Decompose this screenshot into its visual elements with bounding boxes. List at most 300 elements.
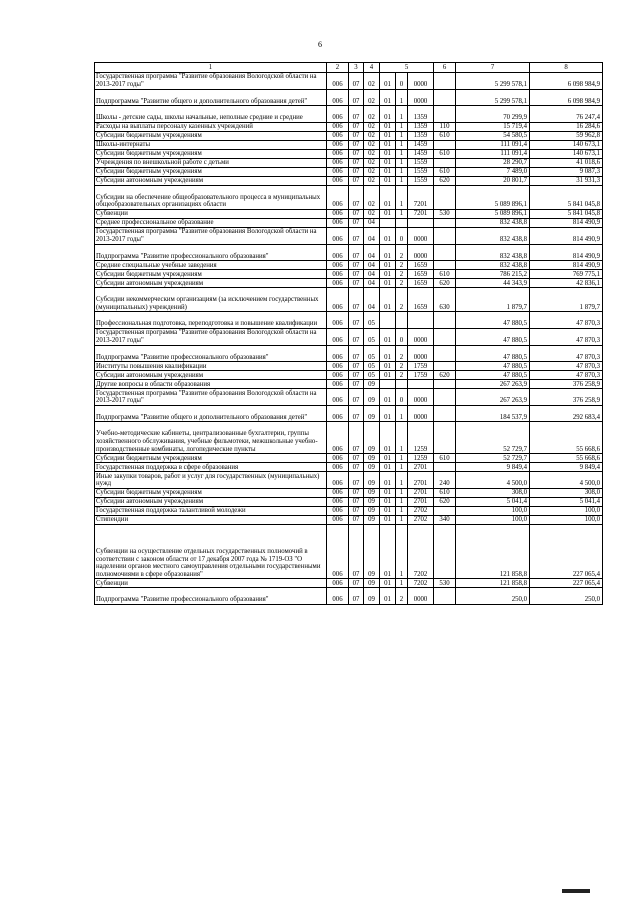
row-value-8: 47 870,3 [530, 328, 603, 345]
row-code-6 [434, 73, 456, 90]
row-code-4: 09 [364, 488, 380, 497]
row-code-3: 07 [349, 209, 364, 218]
row-code-4: 04 [364, 279, 380, 288]
row-code-5b: 2 [396, 588, 408, 605]
row-code-4: 02 [364, 140, 380, 149]
row-code-5c: 0000 [408, 405, 434, 422]
row-code-6 [434, 389, 456, 406]
row-code-5a: 01 [380, 185, 396, 209]
row-code-5b: 1 [396, 122, 408, 131]
row-code-5c: 1659 [408, 288, 434, 312]
row-value-7: 121 858,8 [456, 524, 530, 579]
row-code-5a: 01 [380, 515, 396, 524]
row-code-3: 07 [349, 218, 364, 227]
table-row [95, 279, 603, 288]
row-code-2: 006 [327, 524, 349, 579]
row-code-5a: 01 [380, 362, 396, 371]
row-code-5a: 01 [380, 270, 396, 279]
row-code-5c: 1559 [408, 176, 434, 185]
row-code-6 [434, 524, 456, 579]
row-name: Школы - детские сады, школы начальные, неполные средние и средние [95, 106, 327, 123]
row-code-2: 006 [327, 176, 349, 185]
row-code-5a: 01 [380, 106, 396, 123]
row-value-7: 4 500,0 [456, 472, 530, 489]
row-code-5a: 01 [380, 227, 396, 244]
row-value-7: 9 849,4 [456, 463, 530, 472]
row-code-5c [408, 380, 434, 389]
row-code-6: 630 [434, 288, 456, 312]
row-code-5c: 1659 [408, 279, 434, 288]
table-row [95, 158, 603, 167]
row-code-2: 006 [327, 312, 349, 329]
row-code-2: 006 [327, 122, 349, 131]
row-name: Средние специальные учебные заведения [95, 261, 327, 270]
row-code-2: 006 [327, 515, 349, 524]
row-value-7: 111 091,4 [456, 140, 530, 149]
row-code-5b: 1 [396, 158, 408, 167]
row-value-7: 5 041,4 [456, 497, 530, 506]
table-row [95, 345, 603, 362]
row-code-5a [380, 218, 396, 227]
row-code-2: 006 [327, 244, 349, 261]
row-code-4: 04 [364, 218, 380, 227]
row-code-3: 07 [349, 122, 364, 131]
row-value-8: 250,0 [530, 588, 603, 605]
row-name: Государственная программа "Развитие образования Вологодской области на 2013-2017 годы" [95, 389, 327, 406]
table-row [95, 463, 603, 472]
row-code-4: 05 [364, 371, 380, 380]
row-code-5b: 1 [396, 422, 408, 454]
header-col-4: 4 [364, 63, 380, 73]
row-code-5c: 2701 [408, 472, 434, 489]
row-code-6 [434, 506, 456, 515]
row-code-5b: 1 [396, 167, 408, 176]
row-code-6: 620 [434, 371, 456, 380]
row-code-5c: 1259 [408, 454, 434, 463]
row-code-3: 07 [349, 389, 364, 406]
row-code-5c: 0000 [408, 588, 434, 605]
row-code-2: 006 [327, 209, 349, 218]
row-code-4: 04 [364, 288, 380, 312]
row-code-5a: 01 [380, 524, 396, 579]
row-code-3: 07 [349, 73, 364, 90]
header-col-3: 3 [349, 63, 364, 73]
row-code-4: 02 [364, 158, 380, 167]
row-code-3: 07 [349, 227, 364, 244]
row-code-5a: 01 [380, 149, 396, 158]
row-value-7: 100,0 [456, 515, 530, 524]
row-value-7: 111 091,4 [456, 149, 530, 158]
row-code-3: 07 [349, 140, 364, 149]
row-code-5c: 1359 [408, 106, 434, 123]
row-name: Субсидии бюджетным учреждениям [95, 167, 327, 176]
row-code-5a: 01 [380, 209, 396, 218]
row-name: Другие вопросы в области образования [95, 380, 327, 389]
row-code-5c: 1459 [408, 149, 434, 158]
row-value-7: 786 215,2 [456, 270, 530, 279]
row-code-6 [434, 312, 456, 329]
row-code-5b: 1 [396, 149, 408, 158]
row-code-5a: 01 [380, 158, 396, 167]
row-code-2: 006 [327, 89, 349, 106]
row-name: Государственная программа "Развитие образования Вологодской области на 2013-2017 годы" [95, 328, 327, 345]
row-code-5a: 01 [380, 122, 396, 131]
row-code-5b: 1 [396, 506, 408, 515]
table-row [95, 422, 603, 454]
row-code-2: 006 [327, 389, 349, 406]
row-code-5a: 01 [380, 405, 396, 422]
row-code-2: 006 [327, 506, 349, 515]
row-code-3: 07 [349, 405, 364, 422]
row-value-7: 52 729,7 [456, 454, 530, 463]
row-code-4: 09 [364, 463, 380, 472]
row-code-3: 07 [349, 371, 364, 380]
row-name: Государственная поддержка в сфере образования [95, 463, 327, 472]
row-code-5b: 1 [396, 472, 408, 489]
row-code-4: 09 [364, 497, 380, 506]
row-code-2: 006 [327, 345, 349, 362]
row-value-8: 814 490,9 [530, 244, 603, 261]
row-value-8: 9 849,4 [530, 463, 603, 472]
header-col-6: 6 [434, 63, 456, 73]
row-value-7: 47 880,5 [456, 362, 530, 371]
table-row [95, 89, 603, 106]
row-name: Субсидии на обеспечение общеобразовательного процесса в муниципальных общеобразовательных организациях области [95, 185, 327, 209]
row-code-6 [434, 405, 456, 422]
row-name: Субвенции на осуществление отдельных государственных полномочий в соответствии с законом области от 17 декабря 2007 года № 1719-ОЗ "О наделении органов местного самоуправления отдельными государственными полномочиями в сфере образования" [95, 524, 327, 579]
row-code-5a: 01 [380, 140, 396, 149]
row-value-7: 184 537,9 [456, 405, 530, 422]
table-row [95, 106, 603, 123]
row-code-4: 02 [364, 149, 380, 158]
row-code-5b: 1 [396, 497, 408, 506]
row-code-6: 610 [434, 131, 456, 140]
row-code-4: 09 [364, 405, 380, 422]
row-code-5c: 1459 [408, 140, 434, 149]
row-code-5c: 1759 [408, 362, 434, 371]
row-value-7: 47 880,5 [456, 328, 530, 345]
row-name: Среднее профессиональное образование [95, 218, 327, 227]
row-code-4: 05 [364, 312, 380, 329]
row-value-7: 1 879,7 [456, 288, 530, 312]
row-code-5b [396, 218, 408, 227]
row-code-5b: 1 [396, 515, 408, 524]
row-name: Субсидии автономным учреждениям [95, 176, 327, 185]
row-code-5c: 7202 [408, 579, 434, 588]
page-number: 6 [318, 40, 322, 49]
row-code-6 [434, 106, 456, 123]
row-code-2: 006 [327, 185, 349, 209]
row-code-3: 07 [349, 106, 364, 123]
row-code-4: 09 [364, 524, 380, 579]
row-code-5c: 1559 [408, 167, 434, 176]
row-code-2: 006 [327, 454, 349, 463]
table-row [95, 405, 603, 422]
row-code-4: 09 [364, 380, 380, 389]
row-value-7: 47 880,5 [456, 312, 530, 329]
row-code-5b: 1 [396, 463, 408, 472]
row-code-5b: 2 [396, 288, 408, 312]
row-value-8: 4 500,0 [530, 472, 603, 489]
row-code-2: 006 [327, 288, 349, 312]
row-code-3: 07 [349, 279, 364, 288]
row-code-4: 05 [364, 345, 380, 362]
row-code-2: 006 [327, 227, 349, 244]
row-code-6: 620 [434, 176, 456, 185]
row-code-2: 006 [327, 270, 349, 279]
row-value-8: 5 841 045,8 [530, 185, 603, 209]
row-code-3: 07 [349, 588, 364, 605]
row-code-2: 006 [327, 497, 349, 506]
row-code-4: 09 [364, 506, 380, 515]
table-row [95, 488, 603, 497]
row-code-6: 610 [434, 149, 456, 158]
row-code-5c: 2701 [408, 488, 434, 497]
row-code-2: 006 [327, 218, 349, 227]
row-value-8: 140 673,1 [530, 140, 603, 149]
row-value-7: 5 299 578,1 [456, 89, 530, 106]
row-value-8: 227 065,4 [530, 579, 603, 588]
header-col-8: 8 [530, 63, 603, 73]
row-code-2: 006 [327, 579, 349, 588]
row-code-5a: 01 [380, 579, 396, 588]
row-code-6 [434, 362, 456, 371]
header-col-7: 7 [456, 63, 530, 73]
table-row [95, 176, 603, 185]
row-code-5c: 0000 [408, 73, 434, 90]
row-name: Иные закупки товаров, работ и услуг для государственных (муниципальных) нужд [95, 472, 327, 489]
row-code-3: 07 [349, 270, 364, 279]
row-code-2: 006 [327, 261, 349, 270]
row-value-8: 376 258,9 [530, 389, 603, 406]
row-value-8: 59 962,8 [530, 131, 603, 140]
row-code-2: 006 [327, 362, 349, 371]
row-code-5b: 1 [396, 209, 408, 218]
row-code-3: 07 [349, 244, 364, 261]
row-code-5a: 01 [380, 422, 396, 454]
row-code-2: 006 [327, 472, 349, 489]
row-code-5b: 1 [396, 176, 408, 185]
row-code-4: 09 [364, 389, 380, 406]
row-value-8: 292 683,4 [530, 405, 603, 422]
row-value-7: 47 880,5 [456, 371, 530, 380]
table-row [95, 73, 603, 90]
row-code-4: 09 [364, 472, 380, 489]
row-code-2: 006 [327, 279, 349, 288]
row-code-3: 07 [349, 312, 364, 329]
row-code-3: 07 [349, 328, 364, 345]
row-code-3: 07 [349, 288, 364, 312]
row-name: Подпрограмма "Развитие общего и дополнительного образования детей" [95, 405, 327, 422]
row-code-4: 02 [364, 209, 380, 218]
row-name: Субсидии автономным учреждениям [95, 497, 327, 506]
row-code-5a: 01 [380, 371, 396, 380]
row-code-6 [434, 89, 456, 106]
row-code-6: 530 [434, 209, 456, 218]
row-code-6: 620 [434, 497, 456, 506]
table-row [95, 380, 603, 389]
row-value-7: 832 438,8 [456, 244, 530, 261]
row-code-6: 110 [434, 122, 456, 131]
row-code-2: 006 [327, 131, 349, 140]
row-value-8: 814 490,9 [530, 227, 603, 244]
row-code-4: 04 [364, 244, 380, 261]
table-row [95, 371, 603, 380]
row-value-8: 1 879,7 [530, 288, 603, 312]
row-code-6 [434, 380, 456, 389]
row-code-5a: 01 [380, 89, 396, 106]
row-value-8: 769 775,1 [530, 270, 603, 279]
row-code-3: 07 [349, 149, 364, 158]
row-code-5c: 2701 [408, 463, 434, 472]
row-code-2: 006 [327, 167, 349, 176]
row-code-6 [434, 244, 456, 261]
row-code-5c: 0000 [408, 89, 434, 106]
row-code-2: 006 [327, 371, 349, 380]
row-code-5c: 1659 [408, 270, 434, 279]
row-code-5c: 0000 [408, 227, 434, 244]
row-code-2: 006 [327, 405, 349, 422]
table-row [95, 362, 603, 371]
row-name: Субсидии некоммерческим организациям (за исключением государственных (муниципальных) учреждений) [95, 288, 327, 312]
row-value-7: 832 438,8 [456, 261, 530, 270]
row-code-5b: 2 [396, 261, 408, 270]
row-name: Субсидии бюджетным учреждениям [95, 131, 327, 140]
row-name: Государственная программа "Развитие образования Вологодской области на 2013-2017 годы" [95, 227, 327, 244]
table-header-row [95, 63, 603, 73]
row-code-5c: 0000 [408, 389, 434, 406]
table-row [95, 588, 603, 605]
row-code-6 [434, 345, 456, 362]
row-value-7: 28 290,7 [456, 158, 530, 167]
row-code-6: 240 [434, 472, 456, 489]
row-code-5b: 2 [396, 244, 408, 261]
table-row [95, 328, 603, 345]
row-code-6 [434, 328, 456, 345]
row-code-5b: 1 [396, 454, 408, 463]
row-code-2: 006 [327, 73, 349, 90]
header-col-1: 1 [95, 63, 327, 73]
row-value-8: 47 870,3 [530, 312, 603, 329]
budget-table [94, 62, 603, 605]
row-value-7: 47 880,5 [456, 345, 530, 362]
row-code-5b: 2 [396, 362, 408, 371]
row-name: Институты повышения квалификации [95, 362, 327, 371]
row-code-5c [408, 218, 434, 227]
row-value-8: 100,0 [530, 515, 603, 524]
row-code-4: 02 [364, 89, 380, 106]
row-value-8: 5 041,4 [530, 497, 603, 506]
row-code-2: 006 [327, 158, 349, 167]
row-code-3: 07 [349, 488, 364, 497]
row-code-5c: 1559 [408, 158, 434, 167]
row-value-8: 100,0 [530, 506, 603, 515]
table-row [95, 515, 603, 524]
row-value-8: 76 247,4 [530, 106, 603, 123]
row-code-3: 07 [349, 362, 364, 371]
row-value-7: 100,0 [456, 506, 530, 515]
row-value-7: 52 729,7 [456, 422, 530, 454]
row-value-8: 16 284,6 [530, 122, 603, 131]
row-code-3: 07 [349, 472, 364, 489]
row-code-6 [434, 185, 456, 209]
row-code-3: 07 [349, 422, 364, 454]
row-code-5b: 0 [396, 227, 408, 244]
row-value-8: 5 841 045,8 [530, 209, 603, 218]
row-code-5b: 1 [396, 106, 408, 123]
row-code-5a [380, 380, 396, 389]
row-code-6: 610 [434, 454, 456, 463]
row-code-5b: 1 [396, 579, 408, 588]
row-code-5b: 2 [396, 270, 408, 279]
row-code-5a: 01 [380, 261, 396, 270]
table-row [95, 218, 603, 227]
row-code-5b: 2 [396, 345, 408, 362]
row-value-7: 5 299 578,1 [456, 73, 530, 90]
row-value-8: 47 870,3 [530, 371, 603, 380]
row-value-8: 47 870,3 [530, 345, 603, 362]
table-row [95, 244, 603, 261]
row-code-5a: 01 [380, 244, 396, 261]
row-code-3: 07 [349, 131, 364, 140]
table-row [95, 454, 603, 463]
row-value-8: 814 490,9 [530, 261, 603, 270]
row-code-5a: 01 [380, 488, 396, 497]
header-col-2: 2 [327, 63, 349, 73]
row-code-5c [408, 312, 434, 329]
row-code-5b: 0 [396, 328, 408, 345]
row-value-7: 20 801,7 [456, 176, 530, 185]
row-value-7: 70 299,9 [456, 106, 530, 123]
table-row [95, 261, 603, 270]
row-code-5a: 01 [380, 345, 396, 362]
row-code-2: 006 [327, 328, 349, 345]
row-code-3: 07 [349, 89, 364, 106]
row-code-5a: 01 [380, 454, 396, 463]
row-name: Субсидии бюджетным учреждениям [95, 488, 327, 497]
table-row [95, 579, 603, 588]
row-value-8: 376 258,9 [530, 380, 603, 389]
scan-mark [562, 889, 590, 893]
row-code-4: 02 [364, 122, 380, 131]
row-value-7: 44 343,9 [456, 279, 530, 288]
row-code-5b: 1 [396, 405, 408, 422]
row-code-5c: 7201 [408, 185, 434, 209]
row-code-4: 02 [364, 176, 380, 185]
row-code-6 [434, 218, 456, 227]
row-code-6 [434, 463, 456, 472]
row-code-4: 09 [364, 422, 380, 454]
row-value-8: 55 668,6 [530, 422, 603, 454]
row-name: Учреждения по внешкольной работе с детьми [95, 158, 327, 167]
row-value-8: 42 836,1 [530, 279, 603, 288]
row-value-8: 6 098 984,9 [530, 89, 603, 106]
row-code-5a: 01 [380, 389, 396, 406]
row-code-4: 02 [364, 73, 380, 90]
row-value-8: 308,0 [530, 488, 603, 497]
row-code-4: 02 [364, 167, 380, 176]
row-code-5b [396, 380, 408, 389]
row-code-5a: 01 [380, 506, 396, 515]
row-code-5b: 1 [396, 185, 408, 209]
table-row [95, 185, 603, 209]
row-code-3: 07 [349, 158, 364, 167]
row-code-6 [434, 261, 456, 270]
row-code-5b [396, 312, 408, 329]
row-code-2: 006 [327, 149, 349, 158]
row-value-8: 55 668,6 [530, 454, 603, 463]
row-value-8: 41 018,6 [530, 158, 603, 167]
